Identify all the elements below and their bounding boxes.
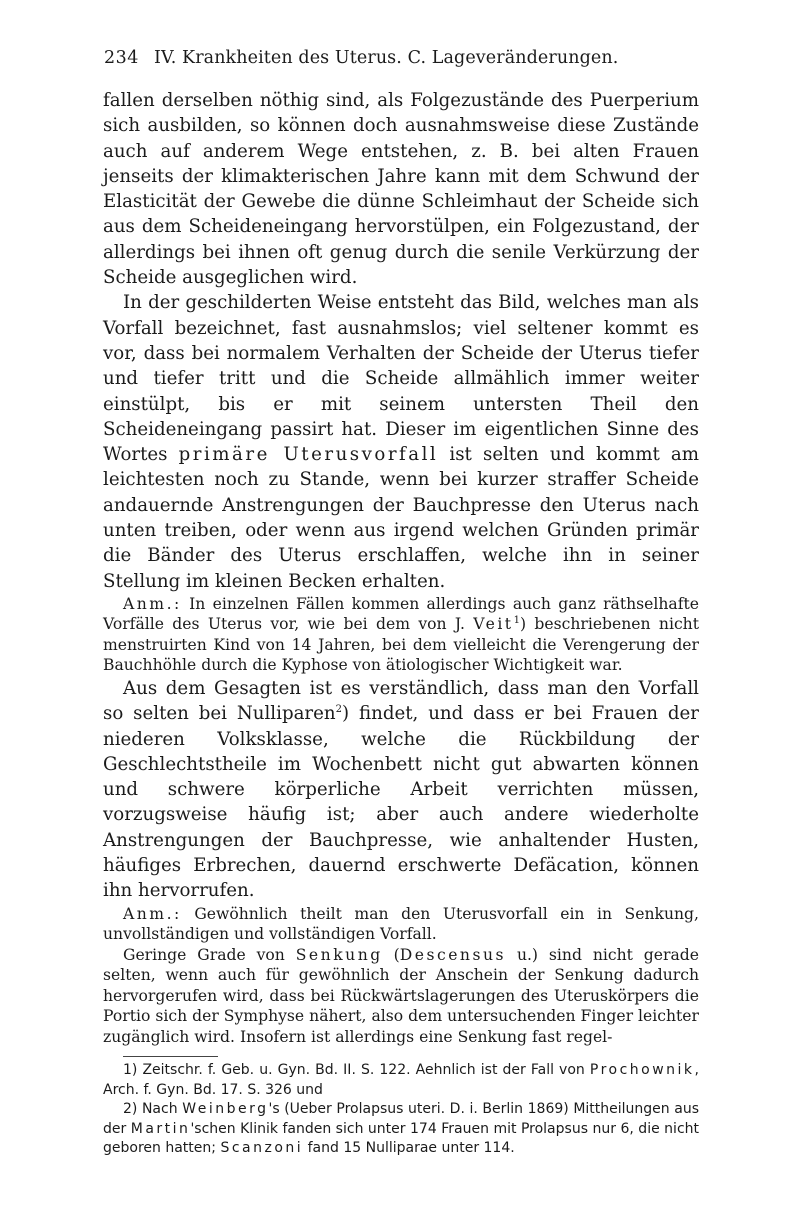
paragraph-1-text: fallen derselben nöthig sind, als Folgezustände des Puerperium sich ausbilden, so können doch ausnahmsweise diese Zustände auch auf anderem Wege entstehen, z. B. bei alten Frauen jenseits der klimakterischen Jahre kann mit dem Schwund der Elasticität der Gewebe die dünne Schleimhaut der Scheide sich aus dem Scheideneingang hervorstülpen, ein Folgezustand, der allerdings bei ihnen oft genug durch die senile Verkürzung der Scheide ausgeglichen wird.: [103, 90, 699, 289]
author-veit: Veit: [473, 615, 514, 634]
footnote-1: [103, 1061, 699, 1100]
paragraph-2-text-a: In der geschilderten Weise entsteht das Bild, welches man als Vorfall bezeichnet, fast ausnahmslos; viel seltener kommt es vor, dass bei normalem Verhalten der Scheide der Uterus tiefer und tiefer tritt und die Scheide allmählich immer weiter einstülpt, bis er mit seinem untersten Theil den Scheideneingang passirt hat. Dieser im eigentlichen Sinne des Wortes: [103, 292, 699, 466]
author-scanzoni: Scanzoni: [220, 1140, 304, 1157]
paragraph-3: Aus dem Gesagten ist es verständlich, dass man den Vorfall so selten bei Nulliparen$^2$) findet, und dass er bei Frauen der niederen Volksklasse, welche die Rückbildung der Geschlechtstheile im Wochenbett nicht gut abwarten können und schwere körperliche Arbeit verrichten müssen, vorzugsweise häufig ist; aber auch andere wiederholte Anstrengungen der Bauchpresse, wie anhaltender Husten, häufiges Erbrechen, dauernd erschwerte Defäcation, können ihn hervorrufen.: [103, 677, 699, 902]
paragraph-2: [103, 290, 699, 594]
annotation-2-text: Gewöhnlich theilt man den Uterusvorfall ein in Senkung, unvollständigen und vollständigen Vorfall.: [103, 904, 699, 944]
footnote-ref-1: 1: [513, 615, 520, 627]
annotation-1-text-a: In einzelnen Fällen kommen allerdings auch ganz räthselhafte Vorfälle des Uterus vor, wie bei dem von J.: [103, 594, 699, 634]
paragraph-4-text-b: u.) sind nicht gerade selten, wenn auch für gewöhnlich der Anschein der Senkung dadurch hervorgerufen wird, dass bei Rückwärtslagerungen des Uteruskörpers die Portio sich der Symphyse nähert, also dem untersuchenden Finger leichter zugänglich wird. Insofern ist allerdings eine Senkung fast regel-: [103, 945, 699, 1046]
footnote-1-text-b: , Arch. f. Gyn. Bd. 17. S. 326 und: [103, 1062, 699, 1098]
annotation-2: [103, 904, 699, 1048]
author-weinberg: Weinberg: [182, 1101, 269, 1118]
annotation-1-label: Anm.:: [123, 594, 182, 613]
spaced-term-senkung: Senkung: [295, 945, 383, 964]
paragraph-3-text-b: findet, und dass er bei Frauen der niederen Volksklasse, welche die Rückbildung der Geschlechtstheile im Wochenbett nicht gut abwarten können und schwere körperliche Arbeit verrichten müssen, vorzugsweise häufig ist; aber auch andere wiederholte Anstrengungen der Bauchpresse, wie anhaltender Husten, häufiges Erbrechen, dauernd erschwerte Defäcation, können ihn hervorrufen.: [103, 703, 699, 902]
annotation-1: Anm.: In einzelnen Fällen kommen allerdings auch ganz räthselhafte Vorfälle des Uterus vor, wie bei dem von J. Veit$^1$) beschriebenen nicht menstruirten Kind von 14 Jahren, bei dem vielleicht die Verengerung der Bauchhöhle durch die Kyphose von ätiologischer Wichtigkeit war.: [103, 594, 699, 675]
paragraph-3-text-a: Aus dem Gesagten ist es verständlich, dass man den Vorfall so selten bei Nulliparen: [103, 677, 699, 725]
paragraph-4-text-a: Geringe Grade von: [123, 945, 285, 964]
page-body: [103, 88, 699, 1159]
author-martin: Martin: [130, 1120, 191, 1137]
spaced-term-descensus: Descensus: [399, 945, 507, 964]
paragraph-2-text-b: ist selten und kommt am leichtesten noch zu Stande, wenn bei kurzer straffer Scheide andauernde Anstrengungen der Bauchpresse den Uterus nach unten treiben, oder wenn aus irgend welchen Gründen primär die Bänder des Uterus erschlaffen, welche ihn in seiner Stellung im kleinen Becken erhalten.: [103, 444, 700, 592]
running-header: [104, 48, 698, 68]
paragraph-1: [103, 88, 699, 290]
page-number: 234: [104, 48, 139, 68]
author-prochownik: Prochownik: [589, 1062, 695, 1079]
footnote-2-text-b: 's (Ueber Prolapsus uteri. D. i. Berlin 1869) Mittheilungen aus der: [103, 1101, 699, 1137]
footnote-2-text-a: 2) Nach: [123, 1101, 178, 1118]
footnote-2: [103, 1100, 699, 1159]
spaced-term-primary-prolapse: primäre Uterusvorfall: [178, 444, 439, 466]
annotation-2-label: Anm.:: [123, 904, 182, 923]
paren-open: (: [393, 945, 400, 964]
footnote-1-text-a: 1) Zeitschr. f. Geb. u. Gyn. Bd. II. S. 122. Aehnlich ist der Fall von: [123, 1062, 585, 1079]
footnote-2-text-c: 'schen Klinik fanden sich unter 174 Frauen mit Prolapsus nur 6, die nicht geboren hatten;: [103, 1120, 700, 1157]
footnote-2-text-d: fand 15 Nulliparae unter 114.: [307, 1140, 515, 1157]
running-title: IV. Krankheiten des Uterus. C. Lageveränderungen.: [154, 48, 619, 68]
annotation-1-text-b: beschriebenen nicht menstruirten Kind von 14 Jahren, bei dem vielleicht die Verengerung der Bauchhöhle durch die Kyphose von ätiologischer Wichtigkeit war.: [103, 615, 699, 675]
footnote-ref-2: 2: [335, 704, 342, 716]
footnote-divider: [123, 1056, 218, 1057]
